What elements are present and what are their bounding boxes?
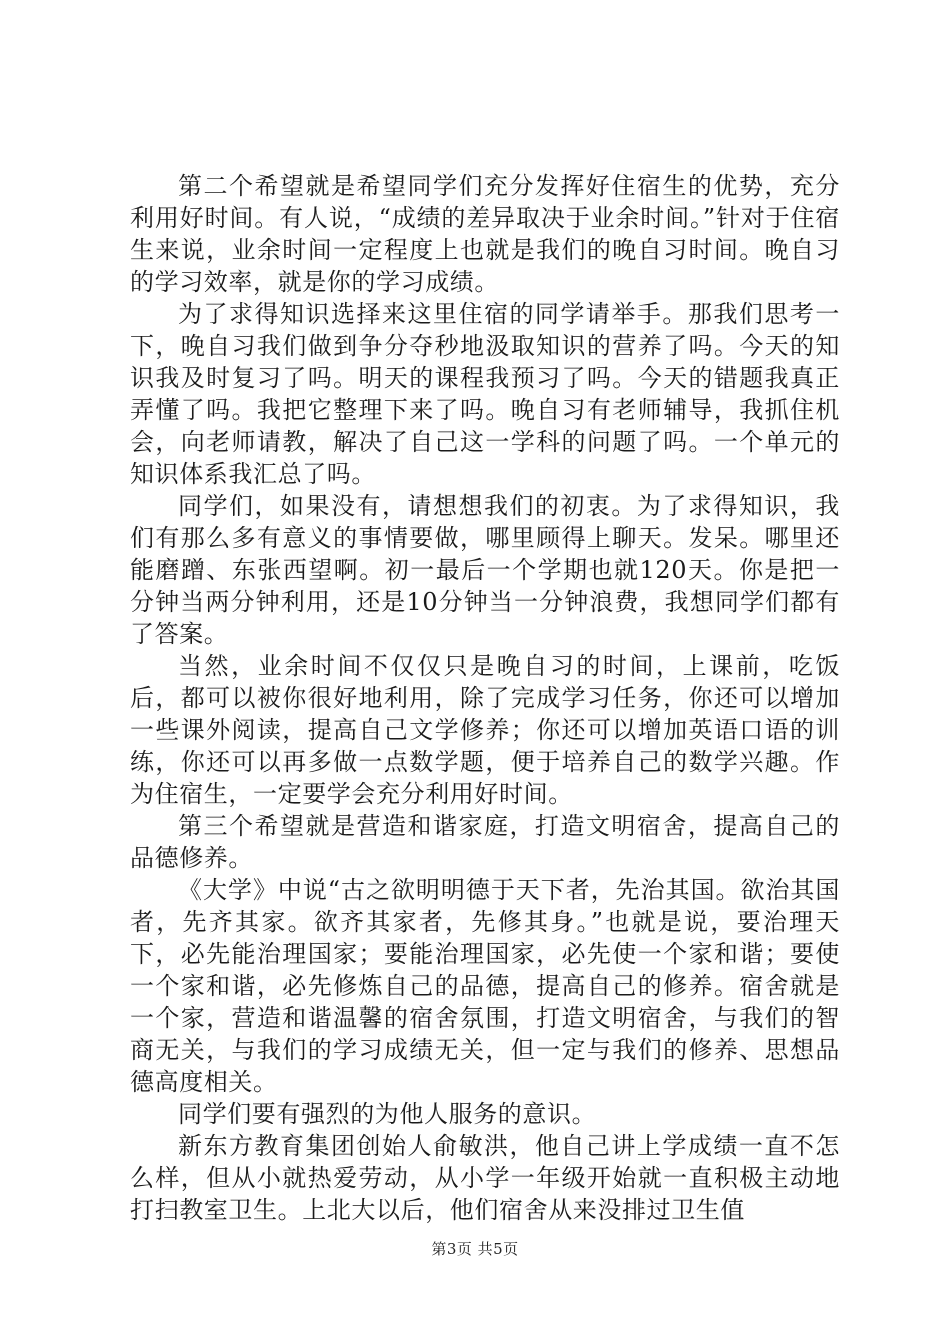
paragraph: 同学们要有强烈的为他人服务的意识。 <box>178 1100 597 1128</box>
paragraph: 《大学》中说“古之欲明明德于天下者，先治其国。欲治其国者，先齐其家。欲齐其家者，先修其身。”也就是说，要治理天下，必先能治理国家；要能治理国家，必先使一个家和谐；要使一个家和谐，必先修炼自己的品德，提高自己的修养。宿舍就是一个家，营造和谐温馨的宿舍氛围，打造文明宿舍，与我们的智商无关，与我们的学习成绩无关，但一定与我们的修养、思想品德高度相关。 <box>130 876 840 1096</box>
paragraph: 第二个希望就是希望同学们充分发挥好住宿生的优势，充分利用好时间。有人说，“成绩的差异取决于业余时间。”针对于住宿生来说，业余时间一定程度上也就是我们的晚自习时间。晚自习的学习效率，就是你的学习成绩。 <box>130 172 840 296</box>
paragraph: 当然，业余时间不仅仅只是晚自习的时间，上课前，吃饭后，都可以被你很好地利用，除了完成学习任务，你还可以增加一些课外阅读，提高自己文学修养；你还可以增加英语口语的训练，你还可以再多做一点数学题，便于培养自己的数学兴趣。作为住宿生，一定要学会充分利用好时间。 <box>130 652 840 808</box>
document-body <box>130 170 840 1226</box>
page-footer: 第3页 共5页 <box>431 1240 519 1258</box>
paragraph: 第三个希望就是营造和谐家庭，打造文明宿舍，提高自己的品德修养。 <box>130 812 840 872</box>
paragraph: 新东方教育集团创始人俞敏洪，他自己讲上学成绩一直不怎么样，但从小就热爱劳动，从小学一年级开始就一直积极主动地打扫教室卫生。上北大以后，他们宿舍从来没排过卫生值 <box>130 1132 840 1224</box>
paragraph: 同学们，如果没有，请想想我们的初衷。为了求得知识，我们有那么多有意义的事情要做，哪里顾得上聊天。发呆。哪里还能磨蹭、东张西望啊。初一最后一个学期也就120天。你是把一分钟当两分钟利用，还是10分钟当一分钟浪费，我想同学们都有了答案。 <box>130 492 840 648</box>
paragraph: 为了求得知识选择来这里住宿的同学请举手。那我们思考一下，晚自习我们做到争分夺秒地汲取知识的营养了吗。今天的知识我及时复习了吗。明天的课程我预习了吗。今天的错题我真正弄懂了吗。我把它整理下来了吗。晚自习有老师辅导，我抓住机会，向老师请教，解决了自己这一学科的问题了吗。一个单元的知识体系我汇总了吗。 <box>130 300 840 488</box>
